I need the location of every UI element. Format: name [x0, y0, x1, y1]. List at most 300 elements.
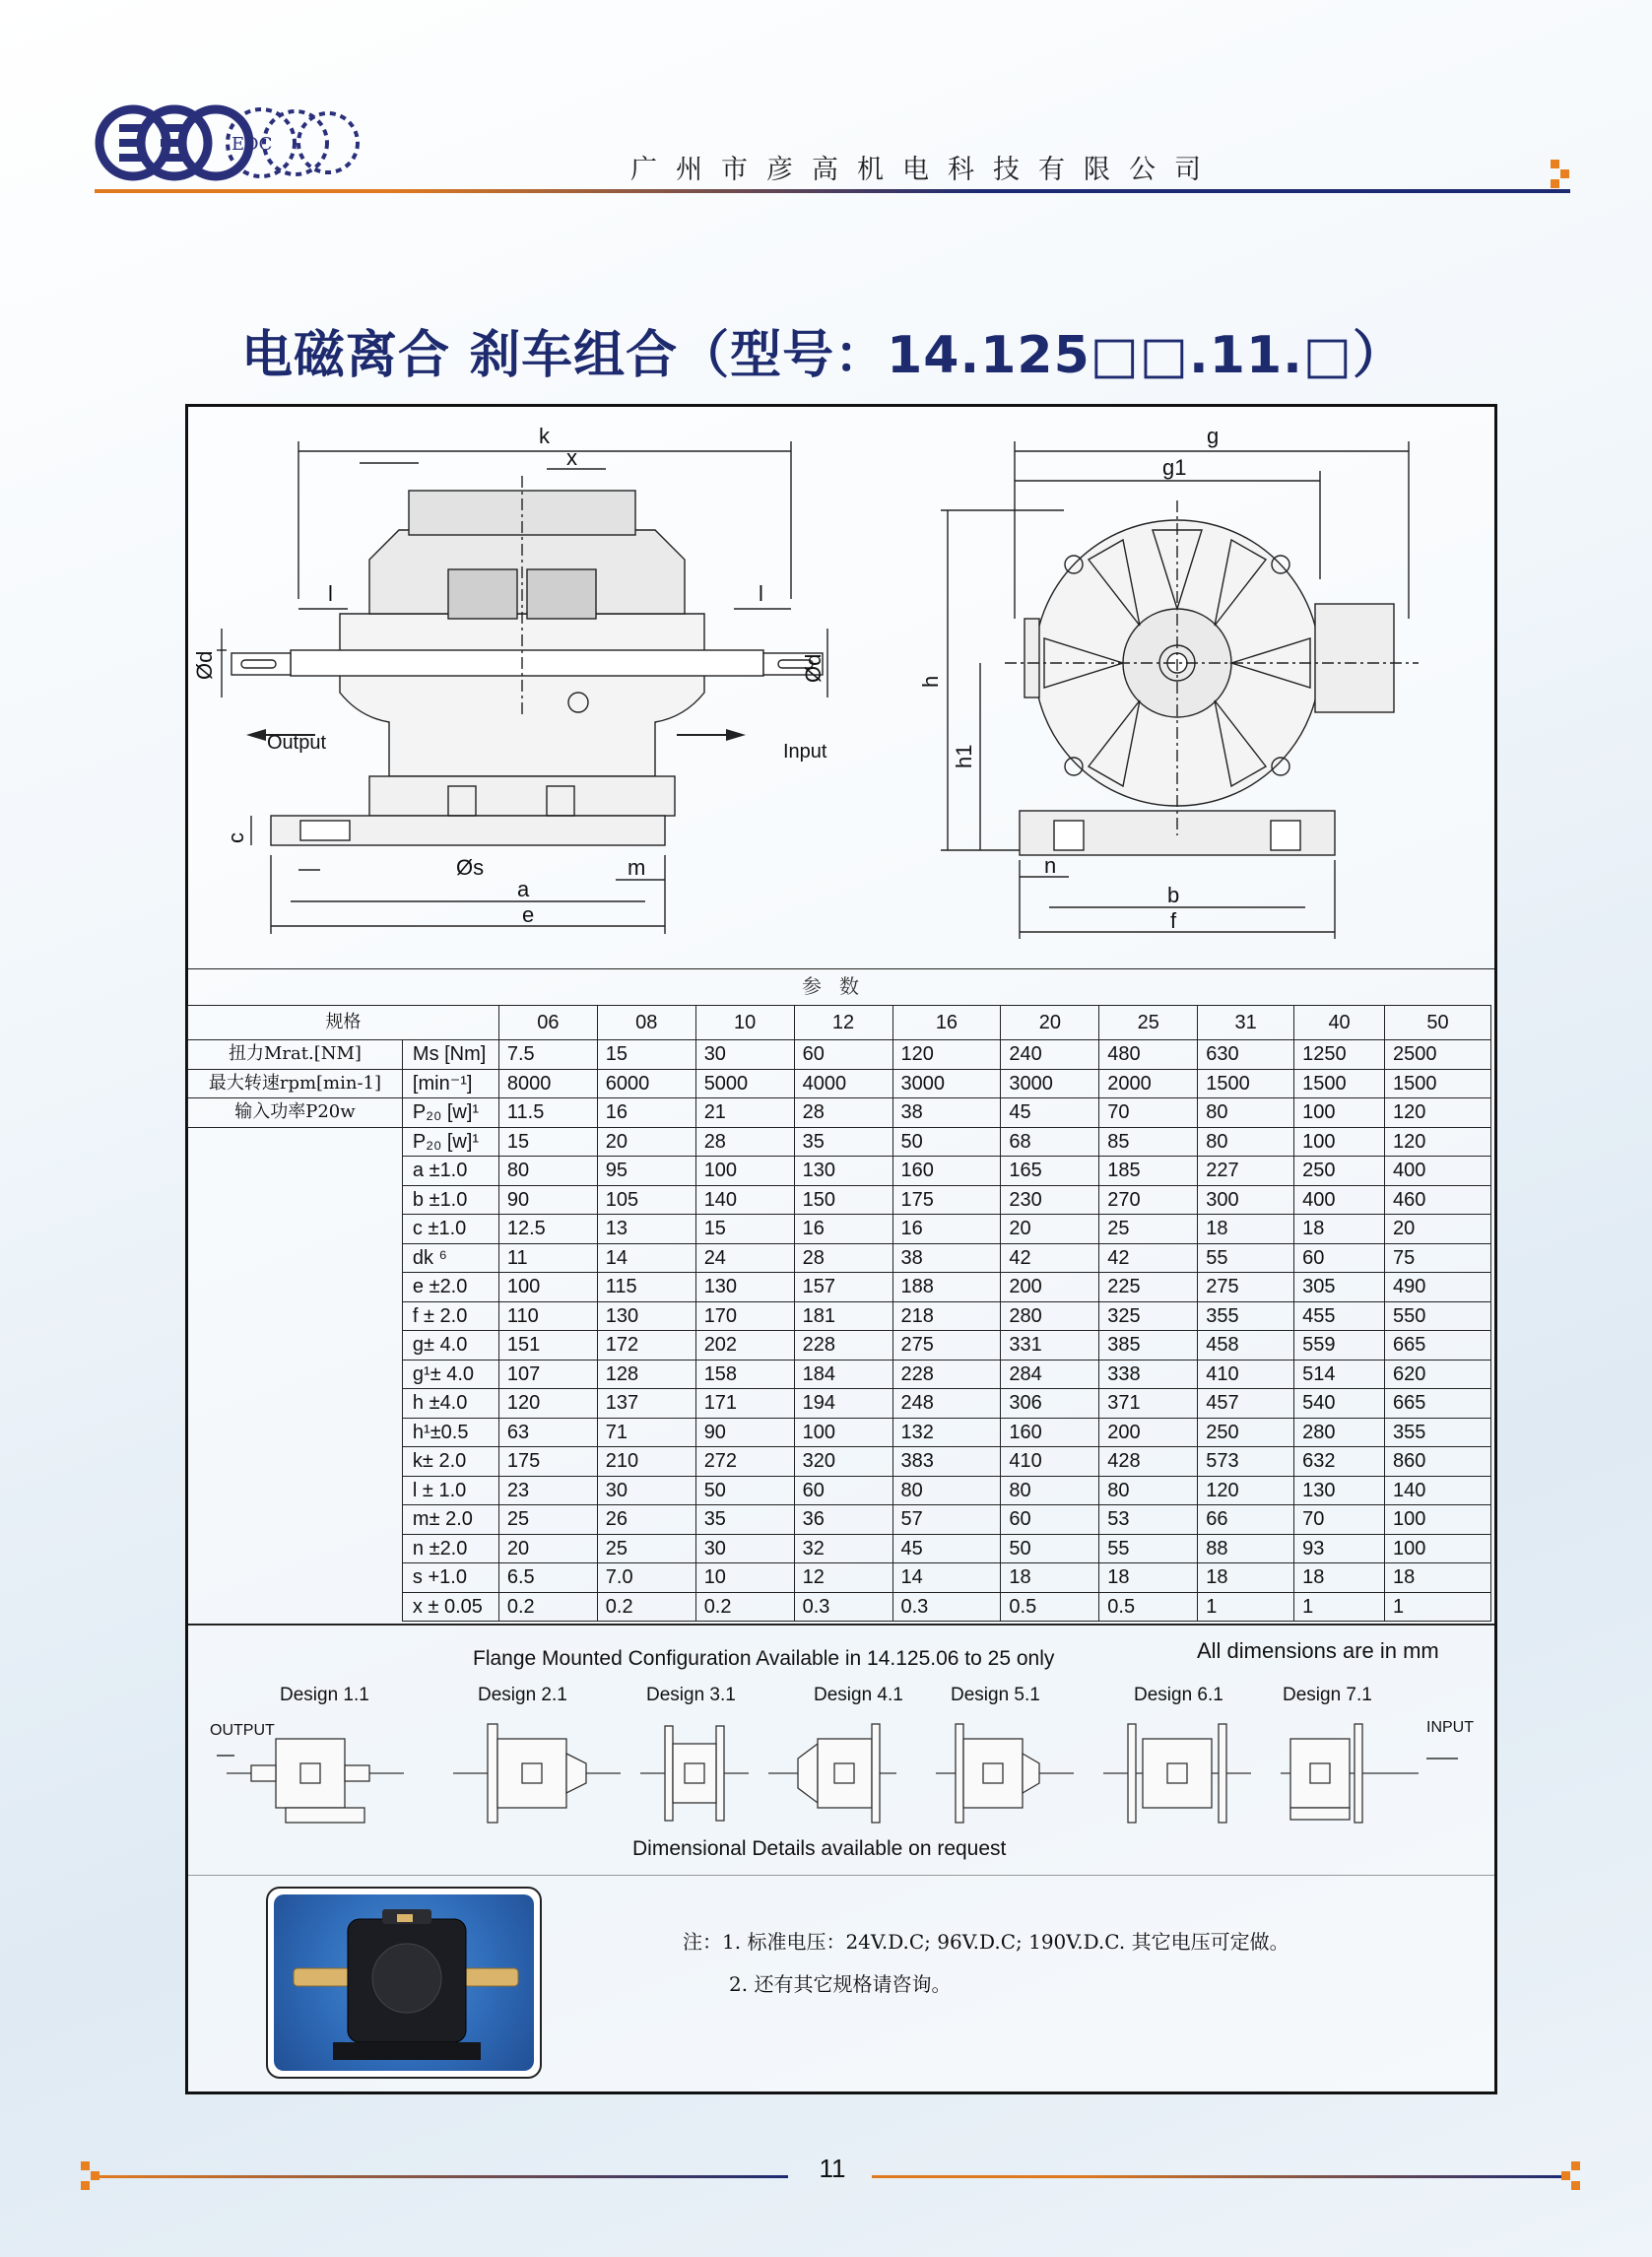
cell-value: 130	[695, 1273, 794, 1302]
cell-value: 53	[1099, 1505, 1198, 1535]
cell-value: 55	[1099, 1534, 1198, 1563]
accent-square	[1571, 2181, 1580, 2190]
table-row	[188, 1301, 1491, 1331]
cell-value: 15	[597, 1040, 695, 1070]
cell-value: 30	[695, 1040, 794, 1070]
cell-value: 45	[892, 1534, 1001, 1563]
accent-square	[1561, 2171, 1570, 2180]
size-header: 31	[1198, 1006, 1294, 1040]
cell-value: 410	[1001, 1447, 1099, 1477]
design-7-1-sketch	[1281, 1724, 1419, 1823]
cell-value: 75	[1385, 1243, 1491, 1273]
cell-value: 0.2	[695, 1592, 794, 1622]
cell-value: 225	[1099, 1273, 1198, 1302]
cell-value: 460	[1385, 1185, 1491, 1215]
design-2-1-sketch	[453, 1724, 621, 1823]
dim-e-label: e	[522, 902, 535, 927]
cell-value: 55	[1198, 1243, 1294, 1273]
input-label-small: INPUT	[1426, 1719, 1474, 1736]
dim-h-label: h	[918, 675, 943, 688]
cell-value: 80	[1001, 1476, 1099, 1505]
cell-value: 42	[1001, 1243, 1099, 1273]
cell-value: 860	[1385, 1447, 1491, 1477]
row-symbol: Ms [Nm]	[402, 1040, 498, 1070]
row-label	[188, 1592, 403, 1622]
row-label: 最大转速rpm[min-1]	[188, 1069, 403, 1098]
cell-value: 185	[1099, 1157, 1198, 1186]
output-label-small: OUTPUT	[210, 1722, 275, 1739]
cell-value: 20	[1001, 1215, 1099, 1244]
cell-value: 665	[1385, 1331, 1491, 1361]
dim-b-label: b	[1167, 883, 1180, 907]
product-photo-frame	[266, 1887, 542, 2079]
table-row	[188, 1098, 1491, 1128]
cell-value: 202	[695, 1331, 794, 1361]
row-label	[188, 1301, 403, 1331]
cell-value: 540	[1294, 1389, 1385, 1419]
cell-value: 270	[1099, 1185, 1198, 1215]
cell-value: 3000	[1001, 1069, 1099, 1098]
accent-square	[91, 2171, 99, 2180]
cell-value: 3000	[892, 1069, 1001, 1098]
cell-value: 200	[1099, 1418, 1198, 1447]
design-label: Design 3.1	[646, 1685, 736, 1705]
params-heading: 参数	[802, 974, 877, 998]
table-row	[188, 1127, 1491, 1157]
note-line-2: 2. 还有其它规格请咨询。	[729, 1972, 952, 1996]
cell-value: 300	[1198, 1185, 1294, 1215]
cell-value: 130	[1294, 1476, 1385, 1505]
cell-value: 70	[1099, 1098, 1198, 1128]
row-label	[188, 1476, 403, 1505]
cell-value: 0.3	[794, 1592, 892, 1622]
page-number: 11	[819, 2154, 846, 2183]
cell-value: 14	[892, 1563, 1001, 1593]
table-row	[188, 1534, 1491, 1563]
dim-l-right-label: l	[759, 581, 763, 606]
row-symbol: l ± 1.0	[402, 1476, 498, 1505]
row-label	[188, 1360, 403, 1389]
cell-value: 410	[1198, 1360, 1294, 1389]
cell-value: 30	[695, 1534, 794, 1563]
cell-value: 25	[1099, 1215, 1198, 1244]
cell-value: 550	[1385, 1301, 1491, 1331]
row-label	[188, 1273, 403, 1302]
row-label	[188, 1418, 403, 1447]
cross-section-diagram	[192, 422, 842, 954]
cell-value: 428	[1099, 1447, 1198, 1477]
row-label	[188, 1447, 403, 1477]
cell-value: 490	[1385, 1273, 1491, 1302]
cell-value: 194	[794, 1389, 892, 1419]
cell-value: 0.2	[597, 1592, 695, 1622]
cell-value: 371	[1099, 1389, 1198, 1419]
accent-square	[1560, 169, 1569, 178]
cell-value: 338	[1099, 1360, 1198, 1389]
dim-x-label: x	[566, 445, 577, 470]
cell-value: 132	[892, 1418, 1001, 1447]
cell-value: 26	[597, 1505, 695, 1535]
cell-value: 28	[794, 1243, 892, 1273]
cell-value: 66	[1198, 1505, 1294, 1535]
cell-value: 120	[498, 1389, 597, 1419]
input-label: Input	[783, 741, 827, 763]
cell-value: 248	[892, 1389, 1001, 1419]
spec-label: 规格	[188, 1006, 499, 1040]
cell-value: 60	[1294, 1243, 1385, 1273]
cell-value: 63	[498, 1418, 597, 1447]
divider	[188, 1875, 1494, 1876]
cell-value: 13	[597, 1215, 695, 1244]
cell-value: 455	[1294, 1301, 1385, 1331]
row-symbol: h ±4.0	[402, 1389, 498, 1419]
cell-value: 20	[498, 1534, 597, 1563]
cell-value: 15	[695, 1215, 794, 1244]
design-label: Design 2.1	[478, 1685, 567, 1705]
cell-value: 150	[794, 1185, 892, 1215]
size-header: 12	[794, 1006, 892, 1040]
cell-value: 60	[794, 1476, 892, 1505]
dim-l-left-label: l	[328, 581, 333, 606]
spec-table	[187, 1005, 1491, 1622]
size-header: 50	[1385, 1006, 1491, 1040]
cell-value: 457	[1198, 1389, 1294, 1419]
table-row	[188, 1040, 1491, 1070]
cell-value: 25	[597, 1534, 695, 1563]
cell-value: 60	[794, 1040, 892, 1070]
cell-value: 170	[695, 1301, 794, 1331]
cell-value: 95	[597, 1157, 695, 1186]
cell-value: 100	[1385, 1534, 1491, 1563]
cell-value: 306	[1001, 1389, 1099, 1419]
accent-square	[1551, 160, 1559, 168]
row-label: 输入功率P20w	[188, 1098, 403, 1128]
cell-value: 620	[1385, 1360, 1491, 1389]
footer-line-left	[99, 2175, 788, 2178]
table-row	[188, 1418, 1491, 1447]
cell-value: 28	[695, 1127, 794, 1157]
size-header: 25	[1099, 1006, 1198, 1040]
table-row	[188, 1215, 1491, 1244]
cell-value: 25	[498, 1505, 597, 1535]
cell-value: 88	[1198, 1534, 1294, 1563]
cell-value: 18	[1198, 1563, 1294, 1593]
cell-value: 32	[794, 1534, 892, 1563]
cell-value: 6000	[597, 1069, 695, 1098]
accent-square	[1551, 179, 1559, 188]
cell-value: 7.5	[498, 1040, 597, 1070]
cell-value: 158	[695, 1360, 794, 1389]
cell-value: 514	[1294, 1360, 1385, 1389]
header-divider	[95, 189, 1570, 193]
cell-value: 400	[1385, 1157, 1491, 1186]
dim-a-label: a	[517, 877, 530, 901]
table-row	[188, 1157, 1491, 1186]
note-line-1: 注：1. 标准电压：24V.D.C; 96V.D.C; 190V.D.C. 其它电压可定做。	[683, 1930, 1289, 1954]
cell-value: 18	[1099, 1563, 1198, 1593]
cell-value: 107	[498, 1360, 597, 1389]
cell-value: 1250	[1294, 1040, 1385, 1070]
logo-text: EDC	[231, 134, 273, 155]
row-symbol: P₂₀ [w]¹	[402, 1098, 498, 1128]
cell-value: 120	[1385, 1127, 1491, 1157]
cell-value: 100	[1294, 1098, 1385, 1128]
cell-value: 15	[498, 1127, 597, 1157]
row-label: 扭力Mrat.[NM]	[188, 1040, 403, 1070]
cell-value: 227	[1198, 1157, 1294, 1186]
cell-value: 385	[1099, 1331, 1198, 1361]
table-header-row	[188, 1006, 1491, 1040]
row-label	[188, 1534, 403, 1563]
dim-d-right-label: Ød	[801, 653, 826, 683]
cell-value: 130	[794, 1157, 892, 1186]
cell-value: 4000	[794, 1069, 892, 1098]
dim-f-label: f	[1170, 908, 1177, 933]
cell-value: 50	[1001, 1534, 1099, 1563]
cell-value: 275	[892, 1331, 1001, 1361]
company-name: 广州市彦高机电科技有限公司	[630, 155, 1220, 185]
cell-value: 90	[695, 1418, 794, 1447]
cell-value: 80	[892, 1476, 1001, 1505]
dim-d-left-label: Ød	[192, 650, 217, 680]
cell-value: 35	[794, 1127, 892, 1157]
design-label: Design 5.1	[951, 1685, 1040, 1705]
cell-value: 50	[892, 1127, 1001, 1157]
cell-value: 160	[1001, 1418, 1099, 1447]
row-symbol: n ±2.0	[402, 1534, 498, 1563]
cell-value: 151	[498, 1331, 597, 1361]
row-symbol: f ± 2.0	[402, 1301, 498, 1331]
cell-value: 665	[1385, 1389, 1491, 1419]
cell-value: 100	[695, 1157, 794, 1186]
cell-value: 68	[1001, 1127, 1099, 1157]
size-header: 16	[892, 1006, 1001, 1040]
row-symbol: e ±2.0	[402, 1273, 498, 1302]
cell-value: 160	[892, 1157, 1001, 1186]
table-row	[188, 1273, 1491, 1302]
divider	[188, 968, 1494, 969]
cell-value: 23	[498, 1476, 597, 1505]
cell-value: 0.2	[498, 1592, 597, 1622]
table-row	[188, 1563, 1491, 1593]
cell-value: 100	[794, 1418, 892, 1447]
row-label	[188, 1243, 403, 1273]
table-row	[188, 1185, 1491, 1215]
cell-value: 80	[1198, 1127, 1294, 1157]
table-row	[188, 1360, 1491, 1389]
cell-value: 228	[892, 1360, 1001, 1389]
dimensions-note: All dimensions are in mm	[1197, 1638, 1439, 1663]
cell-value: 559	[1294, 1331, 1385, 1361]
cell-value: 120	[1385, 1098, 1491, 1128]
cell-value: 0.5	[1099, 1592, 1198, 1622]
cell-value: 105	[597, 1185, 695, 1215]
cell-value: 172	[597, 1331, 695, 1361]
cell-value: 1500	[1198, 1069, 1294, 1098]
cell-value: 21	[695, 1098, 794, 1128]
cell-value: 1	[1198, 1592, 1294, 1622]
dim-g-label: g	[1207, 424, 1220, 448]
cell-value: 137	[597, 1389, 695, 1419]
cell-value: 218	[892, 1301, 1001, 1331]
cell-value: 5000	[695, 1069, 794, 1098]
row-label	[188, 1157, 403, 1186]
row-label	[188, 1185, 403, 1215]
cell-value: 355	[1385, 1418, 1491, 1447]
cell-value: 120	[892, 1040, 1001, 1070]
cell-value: 175	[498, 1447, 597, 1477]
cell-value: 275	[1198, 1273, 1294, 1302]
cell-value: 130	[597, 1301, 695, 1331]
page-title: 电磁离合 刹车组合（型号：14.125□□.11.□）	[241, 326, 1406, 385]
cell-value: 181	[794, 1301, 892, 1331]
dim-g1-label: g1	[1162, 455, 1187, 480]
row-symbol: [min⁻¹]	[402, 1069, 498, 1098]
cell-value: 1500	[1294, 1069, 1385, 1098]
dim-k-label: k	[539, 424, 550, 448]
row-label	[188, 1563, 403, 1593]
cell-value: 0.5	[1001, 1592, 1099, 1622]
cell-value: 128	[597, 1360, 695, 1389]
row-symbol: m± 2.0	[402, 1505, 498, 1535]
cell-value: 6.5	[498, 1563, 597, 1593]
cell-value: 80	[1198, 1098, 1294, 1128]
front-view-diagram	[918, 422, 1438, 944]
size-header: 20	[1001, 1006, 1099, 1040]
row-symbol: k± 2.0	[402, 1447, 498, 1477]
row-label	[188, 1505, 403, 1535]
design-label: Design 1.1	[280, 1685, 369, 1705]
table-row	[188, 1592, 1491, 1622]
cell-value: 70	[1294, 1505, 1385, 1535]
cell-value: 11.5	[498, 1098, 597, 1128]
cell-value: 250	[1294, 1157, 1385, 1186]
cell-value: 16	[597, 1098, 695, 1128]
cell-value: 45	[1001, 1098, 1099, 1128]
cell-value: 188	[892, 1273, 1001, 1302]
flange-note: Flange Mounted Configuration Available in 14.125.06 to 25 only	[473, 1647, 1055, 1670]
cell-value: 10	[695, 1563, 794, 1593]
cell-value: 228	[794, 1331, 892, 1361]
cell-value: 71	[597, 1418, 695, 1447]
accent-square	[81, 2161, 90, 2170]
product-photo	[274, 1894, 534, 2071]
cell-value: 458	[1198, 1331, 1294, 1361]
cell-value: 110	[498, 1301, 597, 1331]
row-symbol: c ±1.0	[402, 1215, 498, 1244]
row-symbol: g¹± 4.0	[402, 1360, 498, 1389]
cell-value: 18	[1294, 1563, 1385, 1593]
cell-value: 1	[1385, 1592, 1491, 1622]
row-label	[188, 1331, 403, 1361]
accent-square	[1571, 2161, 1580, 2170]
cell-value: 1	[1294, 1592, 1385, 1622]
cell-value: 280	[1294, 1418, 1385, 1447]
cell-value: 16	[892, 1215, 1001, 1244]
cell-value: 60	[1001, 1505, 1099, 1535]
row-symbol: dk ⁶	[402, 1243, 498, 1273]
cell-value: 85	[1099, 1127, 1198, 1157]
row-symbol: g± 4.0	[402, 1331, 498, 1361]
row-label	[188, 1215, 403, 1244]
dim-c-label: c	[224, 832, 248, 843]
cell-value: 16	[794, 1215, 892, 1244]
cell-value: 30	[597, 1476, 695, 1505]
cell-value: 90	[498, 1185, 597, 1215]
details-note: Dimensional Details available on request	[632, 1837, 1007, 1860]
cell-value: 120	[1198, 1476, 1294, 1505]
cell-value: 400	[1294, 1185, 1385, 1215]
size-header: 10	[695, 1006, 794, 1040]
cell-value: 18	[1001, 1563, 1099, 1593]
cell-value: 383	[892, 1447, 1001, 1477]
row-symbol: P₂₀ [w]¹	[402, 1127, 498, 1157]
cell-value: 7.0	[597, 1563, 695, 1593]
cell-value: 18	[1294, 1215, 1385, 1244]
cell-value: 480	[1099, 1040, 1198, 1070]
row-symbol: b ±1.0	[402, 1185, 498, 1215]
dim-h1-label: h1	[952, 744, 976, 768]
cell-value: 18	[1198, 1215, 1294, 1244]
cell-value: 630	[1198, 1040, 1294, 1070]
cell-value: 8000	[498, 1069, 597, 1098]
table-row	[188, 1243, 1491, 1273]
cell-value: 80	[1099, 1476, 1198, 1505]
design-3-1-sketch	[640, 1726, 749, 1821]
cell-value: 28	[794, 1098, 892, 1128]
size-header: 06	[498, 1006, 597, 1040]
cell-value: 12	[794, 1563, 892, 1593]
design-5-1-sketch	[936, 1724, 1074, 1823]
table-row	[188, 1069, 1491, 1098]
dim-m-label: m	[628, 855, 646, 880]
design-label: Design 4.1	[814, 1685, 903, 1705]
cell-value: 80	[498, 1157, 597, 1186]
cell-value: 140	[1385, 1476, 1491, 1505]
accent-square	[81, 2181, 90, 2190]
cell-value: 42	[1099, 1243, 1198, 1273]
cell-value: 573	[1198, 1447, 1294, 1477]
cell-value: 331	[1001, 1331, 1099, 1361]
table-row	[188, 1476, 1491, 1505]
cell-value: 35	[695, 1505, 794, 1535]
cell-value: 280	[1001, 1301, 1099, 1331]
row-label	[188, 1127, 403, 1157]
row-label	[188, 1389, 403, 1419]
size-header: 08	[597, 1006, 695, 1040]
cell-value: 2500	[1385, 1040, 1491, 1070]
cell-value: 184	[794, 1360, 892, 1389]
cell-value: 100	[1385, 1505, 1491, 1535]
output-label: Output	[267, 732, 327, 754]
cell-value: 57	[892, 1505, 1001, 1535]
cell-value: 100	[498, 1273, 597, 1302]
cell-value: 325	[1099, 1301, 1198, 1331]
cell-value: 240	[1001, 1040, 1099, 1070]
cell-value: 1500	[1385, 1069, 1491, 1098]
dim-n-label: n	[1044, 853, 1057, 878]
cell-value: 12.5	[498, 1215, 597, 1244]
cell-value: 38	[892, 1098, 1001, 1128]
cell-value: 284	[1001, 1360, 1099, 1389]
cell-value: 11	[498, 1243, 597, 1273]
cell-value: 24	[695, 1243, 794, 1273]
table-row	[188, 1447, 1491, 1477]
cell-value: 200	[1001, 1273, 1099, 1302]
cell-value: 100	[1294, 1127, 1385, 1157]
cell-value: 140	[695, 1185, 794, 1215]
cell-value: 0.3	[892, 1592, 1001, 1622]
